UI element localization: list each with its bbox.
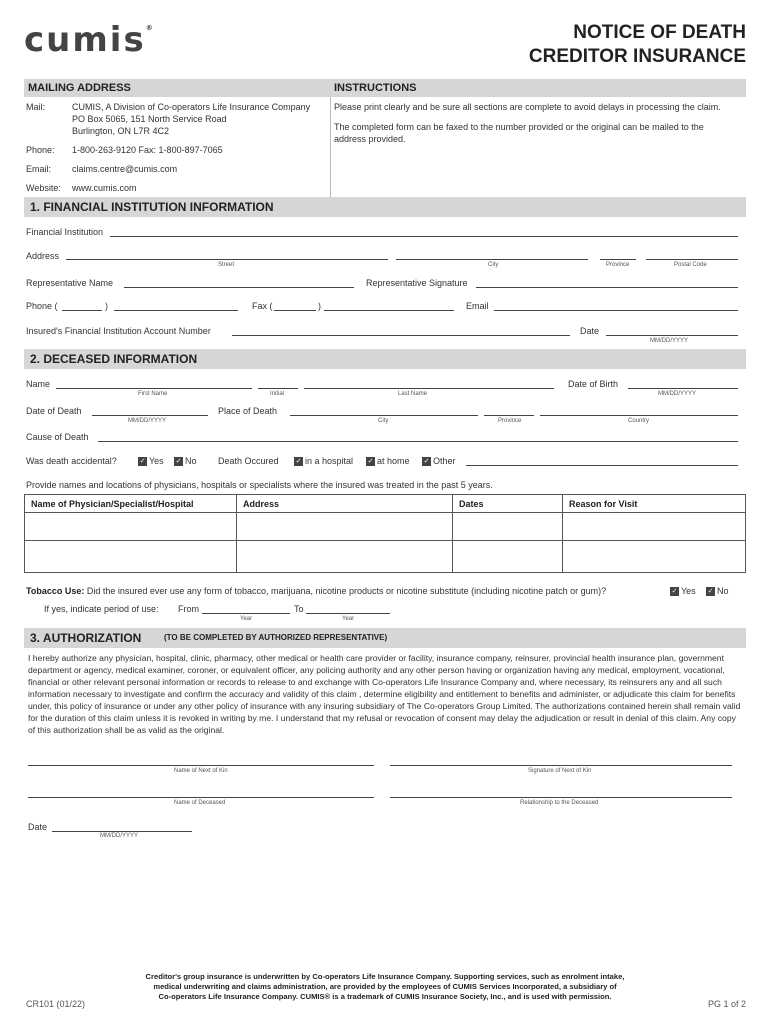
- section3-heading: 3. AUTHORIZATION: [30, 631, 142, 645]
- account-field[interactable]: [232, 335, 570, 336]
- title-line1: NOTICE OF DEATH: [573, 22, 746, 43]
- from-year-caption: Year: [240, 616, 253, 622]
- rep-name-label: Representative Name: [26, 278, 114, 288]
- checkbox-icon: ✓: [671, 588, 678, 596]
- phone-area-field[interactable]: [62, 310, 102, 311]
- date-fmt-s3: MM/DD/YYYY: [100, 833, 139, 839]
- table-cell[interactable]: [25, 513, 237, 541]
- fax-area-field[interactable]: [274, 310, 316, 311]
- pod-city-field[interactable]: [290, 415, 478, 416]
- occurred-label: Death Occured: [218, 456, 279, 466]
- physician-table: [24, 494, 746, 573]
- other-label: Other: [433, 456, 456, 466]
- phone-value: 1-800-263-9120 Fax: 1-800-897-7065: [72, 145, 223, 155]
- cause-field[interactable]: [98, 441, 738, 442]
- tobacco-yes[interactable]: [670, 586, 696, 596]
- date-fmt-s1: MM/DD/YYYY: [650, 338, 689, 344]
- table-cell[interactable]: [563, 513, 746, 541]
- tobacco-label: Tobacco Use:: [26, 586, 85, 596]
- tobacco-no-label: No: [717, 586, 729, 596]
- checkbox-icon: ✓: [423, 458, 430, 466]
- accidental-label: Was death accidental?: [26, 456, 117, 466]
- footer-line2: medical underwriting and claims administration, are provided by the employees of CUMIS Services Incorporated, a subsidiary of: [153, 982, 617, 991]
- mailing-heading: MAILING ADDRESS: [28, 82, 131, 94]
- province-field[interactable]: [600, 259, 636, 260]
- home-label: at home: [377, 456, 410, 466]
- tobacco-question: Did the insured ever use any form of tobacco, marijuana, nicotine products or nicotine substitute (including nicotine patch or gum)?: [86, 586, 607, 596]
- col-header-address: Address: [237, 495, 453, 513]
- date-label-s3: Date: [28, 822, 48, 832]
- city-caption: City: [488, 262, 499, 268]
- checkbox-icon: ✓: [707, 588, 714, 596]
- table-cell[interactable]: [25, 541, 237, 573]
- col-header-dates: Dates: [453, 495, 563, 513]
- no-label: No: [185, 456, 197, 466]
- pod-label: Place of Death: [218, 406, 278, 416]
- instructions-p2a: The completed form can be faxed to the number provided or the original can be mailed to the: [334, 122, 704, 132]
- section1-heading: 1. FINANCIAL INSTITUTION INFORMATION: [30, 200, 274, 214]
- provide-text: Provide names and locations of physicians, hospitals or specialists where the insured was treated in the past 5 years.: [26, 480, 493, 490]
- occurred-home[interactable]: [366, 456, 410, 466]
- occurred-hospital[interactable]: [294, 456, 353, 466]
- fax-field-label: Fax (: [252, 301, 273, 311]
- table-row: [25, 541, 746, 573]
- initial-field[interactable]: [258, 388, 298, 389]
- mail-label: Mail:: [26, 102, 46, 112]
- postal-field[interactable]: [646, 259, 738, 260]
- date-label-s1: Date: [580, 326, 600, 336]
- tobacco-yes-label: Yes: [681, 586, 696, 596]
- period-label: If yes, indicate period of use:: [44, 604, 159, 614]
- relationship-field[interactable]: [390, 797, 732, 798]
- footer-disclaimer: [100, 972, 670, 1002]
- phone-paren: ): [105, 301, 108, 311]
- account-label: Insured's Financial Institution Account Number: [26, 326, 211, 336]
- postal-caption: Postal Code: [674, 262, 707, 268]
- first-name-field[interactable]: [56, 388, 252, 389]
- instructions-p1: Please print clearly and be sure all sections are complete to avoid delays in processing the claim.: [334, 102, 721, 112]
- title-line2: CREDITOR INSURANCE: [528, 46, 746, 67]
- street-field[interactable]: [66, 259, 388, 260]
- date-field-s3[interactable]: [52, 831, 192, 832]
- pod-city-caption: City: [378, 418, 389, 424]
- deceased-caption: Name of Deceased: [174, 800, 226, 806]
- pod-province-caption: Province: [498, 418, 522, 424]
- mail-line3: Burlington, ON L7R 4C2: [72, 126, 170, 136]
- email-field-label: Email: [466, 301, 489, 311]
- checkbox-icon: ✓: [175, 458, 182, 466]
- section3-subheading: (TO BE COMPLETED BY AUTHORIZED REPRESENTATIVE): [164, 633, 388, 642]
- first-caption: First Name: [138, 391, 168, 397]
- website-value: www.cumis.com: [72, 183, 137, 193]
- pod-country-caption: Country: [628, 418, 650, 424]
- tobacco-no[interactable]: [706, 586, 729, 596]
- table-cell[interactable]: [237, 513, 453, 541]
- col-header-reason: Reason for Visit: [563, 495, 746, 513]
- page-number: PG 1 of 2: [707, 999, 746, 1009]
- dob-fmt: MM/DD/YYYY: [658, 391, 697, 397]
- dob-label: Date of Birth: [568, 379, 619, 389]
- mail-line2: PO Box 5065, 151 North Service Road: [72, 114, 227, 124]
- nok-caption: Name of Next of Kin: [174, 768, 228, 774]
- footer-line1: Creditor's group insurance is underwritten by Co-operators Life Insurance Company. Supporting services, such as enrolment intake,: [145, 972, 625, 981]
- instructions-heading: INSTRUCTIONS: [334, 82, 417, 94]
- pod-province-field[interactable]: [484, 415, 534, 416]
- fi-field[interactable]: [110, 236, 738, 237]
- cause-label: Cause of Death: [26, 432, 89, 442]
- cumis-logo: cumis®: [24, 20, 153, 60]
- occurred-other[interactable]: [422, 456, 456, 466]
- date-field-s1[interactable]: [606, 335, 738, 336]
- province-caption: Province: [606, 262, 630, 268]
- name-label: Name: [26, 379, 51, 389]
- sig-nok-field[interactable]: [390, 765, 732, 766]
- to-field[interactable]: [306, 613, 390, 614]
- table-cell[interactable]: [563, 541, 746, 573]
- table-row: [25, 513, 746, 541]
- form-code: CR101 (01/22): [26, 999, 86, 1009]
- city-field[interactable]: [396, 259, 588, 260]
- email-value: claims.centre@cumis.com: [72, 164, 178, 174]
- rep-name-field[interactable]: [124, 287, 354, 288]
- dod-fmt: MM/DD/YYYY: [128, 418, 167, 424]
- dob-field[interactable]: [628, 388, 738, 389]
- rep-sig-field[interactable]: [476, 287, 738, 288]
- phone-field-label: Phone (: [26, 301, 58, 311]
- col-header-name: Name of Physician/Specialist/Hospital: [25, 495, 237, 513]
- to-label: To: [294, 604, 304, 614]
- section2-heading: 2. DECEASED INFORMATION: [30, 352, 198, 366]
- phone-label: Phone:: [26, 145, 55, 155]
- yes-label: Yes: [149, 456, 164, 466]
- nok-field[interactable]: [28, 765, 374, 766]
- accidental-no[interactable]: [174, 456, 197, 466]
- hospital-label: in a hospital: [305, 456, 354, 466]
- accidental-yes[interactable]: [138, 456, 164, 466]
- last-caption: Last Name: [398, 391, 428, 397]
- last-name-field[interactable]: [304, 388, 554, 389]
- instructions-p2b: address provided.: [334, 134, 406, 144]
- sig-nok-caption: Signature of Next of Kin: [528, 768, 592, 774]
- pod-country-field[interactable]: [540, 415, 738, 416]
- dod-field[interactable]: [92, 415, 208, 416]
- fi-label: Financial Institution: [26, 227, 104, 237]
- table-cell[interactable]: [453, 541, 563, 573]
- relationship-caption: Relationship to the Deceased: [520, 800, 599, 806]
- deceased-field[interactable]: [28, 797, 374, 798]
- dod-label: Date of Death: [26, 406, 82, 416]
- street-caption: Street: [218, 262, 235, 268]
- tobacco-row: [26, 586, 606, 596]
- rep-sig-label: Representative Signature: [366, 278, 468, 288]
- other-field[interactable]: [466, 465, 738, 466]
- table-cell[interactable]: [453, 513, 563, 541]
- checkbox-icon: ✓: [295, 458, 302, 466]
- mail-line1: CUMIS, A Division of Co-operators Life Insurance Company: [72, 102, 311, 112]
- authorization-paragraph: I hereby authorize any physician, hospital, clinic, pharmacy, other medical or health care provider or facility, insurance company, reinsurer, provincial health insurance plan, government department or agency, medical examiner, coroner, or equivalent officer, any policing authority and any other person having or organization having any medical, employment, vocational, financial or other relevant personal information or records to release to and exchange with Co-operators Life Insurance Company and, where necessary, its reinsurers any and all such information necessary to investigate and confirm the accuracy and validity of this claim , determine eligibility and entitlement to benefits and administer, or adjudicate this claim for benefits under, this policy of insurance or under any other policy of insurance with any insuring subsidiary of The Co-operators Group Limited. The authorizations contained herein shall remain valid for the duration of this claim unless it is revoked in writing by me. I understand that my refusal or revocation of consent may delay the adjudication or result in denial of this claim. Any copy of this authorization shall be as valid as the original.: [28, 653, 741, 735]
- email-label: Email:: [26, 164, 52, 174]
- website-label: Website:: [26, 183, 61, 193]
- fax-field[interactable]: [324, 310, 454, 311]
- address-label: Address: [26, 251, 60, 261]
- footer-line3: Co-operators Life Insurance Company. CUMIS® is a trademark of CUMIS Insurance Society, Inc., and is used with permission.: [158, 992, 612, 1001]
- from-field[interactable]: [202, 613, 290, 614]
- initial-caption: Initial: [270, 391, 285, 397]
- fax-paren: ): [318, 301, 321, 311]
- from-label: From: [178, 604, 199, 614]
- phone-field[interactable]: [114, 310, 238, 311]
- email-field[interactable]: [494, 310, 738, 311]
- checkbox-icon: ✓: [367, 458, 374, 466]
- to-year-caption: Year: [342, 616, 355, 622]
- checkbox-icon: ✓: [139, 458, 146, 466]
- column-divider: [330, 97, 331, 197]
- table-cell[interactable]: [237, 541, 453, 573]
